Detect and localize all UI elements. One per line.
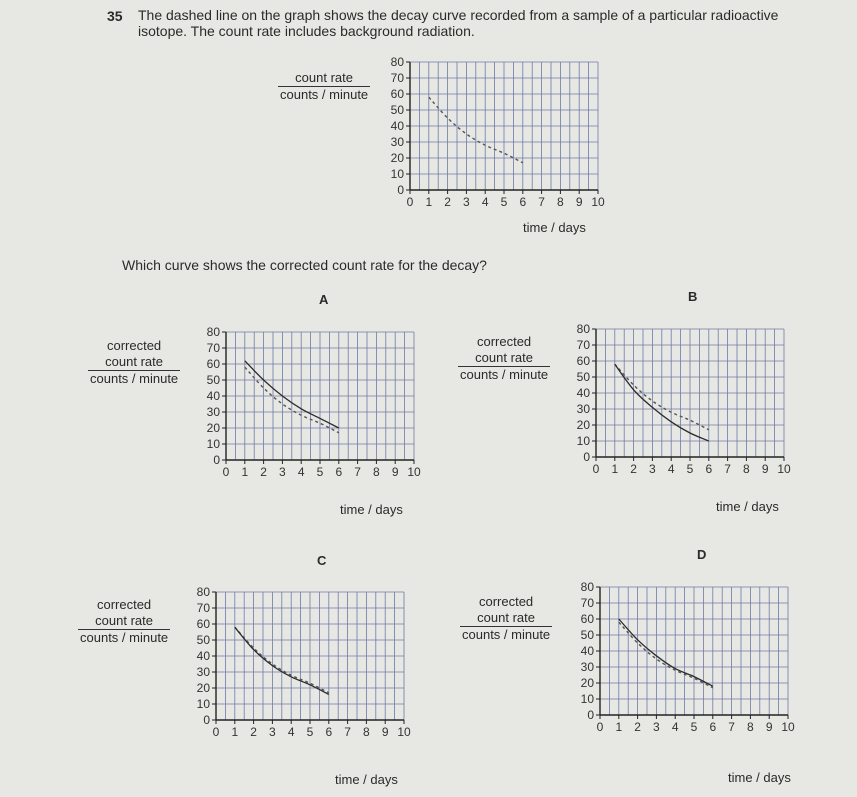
y-tick-label: 30 bbox=[576, 402, 590, 416]
y-tick-label: 20 bbox=[576, 418, 590, 432]
main-xlabel: time / days bbox=[523, 220, 586, 235]
x-tick-label: 8 bbox=[373, 465, 380, 479]
x-tick-label: 10 bbox=[591, 195, 605, 209]
x-tick-label: 3 bbox=[463, 195, 470, 209]
y-tick-label: 80 bbox=[580, 580, 594, 594]
x-tick-label: 2 bbox=[634, 720, 641, 734]
x-tick-label: 6 bbox=[335, 465, 343, 479]
y-tick-label: 20 bbox=[196, 681, 210, 695]
y-tick-label: 30 bbox=[206, 405, 220, 419]
option-c-letter[interactable]: C bbox=[317, 553, 327, 568]
question-number: 35 bbox=[107, 8, 123, 24]
option-a-ylabel bbox=[88, 338, 180, 387]
x-tick-label: 5 bbox=[306, 725, 314, 739]
x-tick-label: 0 bbox=[596, 720, 604, 734]
question-prompt: Which curve shows the corrected count rate for the decay? bbox=[122, 257, 487, 273]
x-tick-label: 9 bbox=[761, 462, 769, 476]
y-tick-label: 0 bbox=[583, 450, 590, 464]
x-tick-label: 7 bbox=[354, 465, 361, 479]
x-tick-label: 1 bbox=[241, 465, 249, 479]
x-tick-label: 1 bbox=[425, 195, 433, 209]
x-tick-label: 8 bbox=[557, 195, 564, 209]
y-tick-label: 60 bbox=[576, 354, 590, 368]
y-tick-label: 40 bbox=[576, 386, 590, 400]
grid bbox=[596, 329, 784, 457]
x-tick-label: 9 bbox=[575, 195, 583, 209]
option-d-letter[interactable]: D bbox=[697, 547, 707, 562]
option-d-graph[interactable] bbox=[570, 580, 810, 740]
question-text: The dashed line on the graph shows the decay curve recorded from a sample of a particular radioactive isotope. The count rate includes background radiation. bbox=[138, 7, 779, 39]
main-ylabel-top: count rate bbox=[295, 70, 353, 85]
x-tick-label: 5 bbox=[316, 465, 324, 479]
option-b-ylabel-top: corrected bbox=[476, 334, 532, 349]
x-tick-label: 0 bbox=[212, 725, 220, 739]
x-tick-label: 10 bbox=[397, 725, 411, 739]
y-tick-label: 10 bbox=[196, 697, 210, 711]
x-tick-label: 0 bbox=[406, 195, 414, 209]
grid bbox=[410, 62, 598, 190]
x-tick-label: 4 bbox=[667, 462, 675, 476]
x-tick-label: 0 bbox=[222, 465, 230, 479]
x-tick-label: 9 bbox=[391, 465, 399, 479]
x-tick-label: 3 bbox=[649, 462, 656, 476]
y-tick-label: 0 bbox=[203, 713, 210, 727]
x-tick-label: 1 bbox=[231, 725, 239, 739]
x-tick-label: 6 bbox=[709, 720, 717, 734]
x-tick-label: 6 bbox=[325, 725, 333, 739]
x-tick-label: 3 bbox=[653, 720, 660, 734]
option-b-ylabel-bottom: counts / minute bbox=[460, 367, 549, 382]
x-tick-label: 7 bbox=[728, 720, 735, 734]
main-ylabel-bottom: counts / minute bbox=[280, 87, 369, 102]
x-tick-label: 4 bbox=[297, 465, 305, 479]
grid bbox=[600, 587, 788, 715]
option-d-xlabel: time / days bbox=[728, 770, 791, 785]
option-a-graph[interactable] bbox=[196, 325, 436, 485]
y-tick-label: 10 bbox=[580, 692, 594, 706]
option-c-graph[interactable] bbox=[186, 585, 426, 745]
x-tick-label: 9 bbox=[381, 725, 389, 739]
option-a-ylabel-mid: count rate bbox=[105, 354, 163, 369]
x-tick-label: 8 bbox=[363, 725, 370, 739]
option-b-ylabel bbox=[458, 334, 550, 383]
y-tick-label: 40 bbox=[196, 649, 210, 663]
option-b-xlabel: time / days bbox=[716, 499, 779, 514]
option-a-xlabel: time / days bbox=[340, 502, 403, 517]
x-tick-label: 9 bbox=[765, 720, 773, 734]
y-tick-label: 30 bbox=[580, 660, 594, 674]
x-tick-label: 4 bbox=[481, 195, 489, 209]
x-tick-label: 7 bbox=[538, 195, 545, 209]
y-tick-label: 0 bbox=[213, 453, 220, 467]
grid bbox=[226, 332, 414, 460]
y-tick-label: 50 bbox=[390, 103, 404, 117]
x-tick-label: 3 bbox=[269, 725, 276, 739]
x-tick-label: 5 bbox=[686, 462, 694, 476]
x-tick-label: 10 bbox=[777, 462, 791, 476]
y-tick-label: 10 bbox=[576, 434, 590, 448]
x-tick-label: 4 bbox=[287, 725, 295, 739]
y-tick-label: 70 bbox=[390, 71, 404, 85]
grid bbox=[216, 592, 404, 720]
x-tick-label: 2 bbox=[444, 195, 451, 209]
y-tick-label: 50 bbox=[576, 370, 590, 384]
x-tick-label: 8 bbox=[747, 720, 754, 734]
option-c-ylabel-bottom: counts / minute bbox=[80, 630, 169, 645]
y-tick-label: 70 bbox=[580, 596, 594, 610]
y-tick-label: 0 bbox=[397, 183, 404, 197]
y-tick-label: 60 bbox=[580, 612, 594, 626]
y-tick-label: 50 bbox=[580, 628, 594, 642]
y-tick-label: 80 bbox=[576, 322, 590, 336]
y-tick-label: 60 bbox=[196, 617, 210, 631]
x-tick-label: 4 bbox=[671, 720, 679, 734]
x-tick-label: 0 bbox=[592, 462, 600, 476]
y-tick-label: 20 bbox=[390, 151, 404, 165]
y-tick-label: 80 bbox=[390, 55, 404, 69]
main-graph bbox=[380, 55, 620, 215]
x-tick-label: 2 bbox=[250, 725, 257, 739]
x-tick-label: 10 bbox=[781, 720, 795, 734]
y-tick-label: 50 bbox=[196, 633, 210, 647]
x-tick-label: 1 bbox=[611, 462, 619, 476]
option-d-ylabel-bottom: counts / minute bbox=[462, 627, 551, 642]
option-c-ylabel-top: corrected bbox=[96, 597, 152, 612]
x-tick-label: 3 bbox=[279, 465, 286, 479]
y-tick-label: 60 bbox=[390, 87, 404, 101]
option-c-ylabel bbox=[78, 597, 170, 646]
option-c-xlabel: time / days bbox=[335, 772, 398, 787]
y-tick-label: 20 bbox=[206, 421, 220, 435]
y-tick-label: 50 bbox=[206, 373, 220, 387]
y-tick-label: 70 bbox=[576, 338, 590, 352]
x-tick-label: 5 bbox=[690, 720, 698, 734]
x-tick-label: 7 bbox=[344, 725, 351, 739]
y-tick-label: 10 bbox=[390, 167, 404, 181]
y-tick-label: 40 bbox=[206, 389, 220, 403]
x-tick-label: 10 bbox=[407, 465, 421, 479]
option-b-graph[interactable] bbox=[566, 322, 806, 482]
y-tick-label: 30 bbox=[196, 665, 210, 679]
y-tick-label: 10 bbox=[206, 437, 220, 451]
x-tick-label: 5 bbox=[500, 195, 508, 209]
y-tick-label: 80 bbox=[196, 585, 210, 599]
y-tick-label: 70 bbox=[196, 601, 210, 615]
option-b-ylabel-mid: count rate bbox=[475, 350, 533, 365]
option-a-ylabel-bottom: counts / minute bbox=[90, 371, 179, 386]
y-tick-label: 70 bbox=[206, 341, 220, 355]
x-tick-label: 6 bbox=[519, 195, 527, 209]
option-d-ylabel-mid: count rate bbox=[477, 610, 535, 625]
x-tick-label: 6 bbox=[705, 462, 713, 476]
option-b-letter[interactable]: B bbox=[688, 289, 698, 304]
option-a-letter[interactable]: A bbox=[319, 292, 329, 307]
y-tick-label: 40 bbox=[580, 644, 594, 658]
main-ylabel bbox=[278, 70, 370, 103]
option-c-ylabel-mid: count rate bbox=[95, 613, 153, 628]
x-tick-label: 8 bbox=[743, 462, 750, 476]
option-a-ylabel-top: corrected bbox=[106, 338, 162, 353]
y-tick-label: 40 bbox=[390, 119, 404, 133]
y-tick-label: 20 bbox=[580, 676, 594, 690]
y-tick-label: 30 bbox=[390, 135, 404, 149]
x-tick-label: 2 bbox=[630, 462, 637, 476]
x-tick-label: 2 bbox=[260, 465, 267, 479]
x-tick-label: 1 bbox=[615, 720, 623, 734]
x-tick-label: 7 bbox=[724, 462, 731, 476]
option-d-ylabel-top: corrected bbox=[478, 594, 534, 609]
y-tick-label: 60 bbox=[206, 357, 220, 371]
option-d-ylabel bbox=[460, 594, 552, 643]
y-tick-label: 0 bbox=[587, 708, 594, 722]
y-tick-label: 80 bbox=[206, 325, 220, 339]
